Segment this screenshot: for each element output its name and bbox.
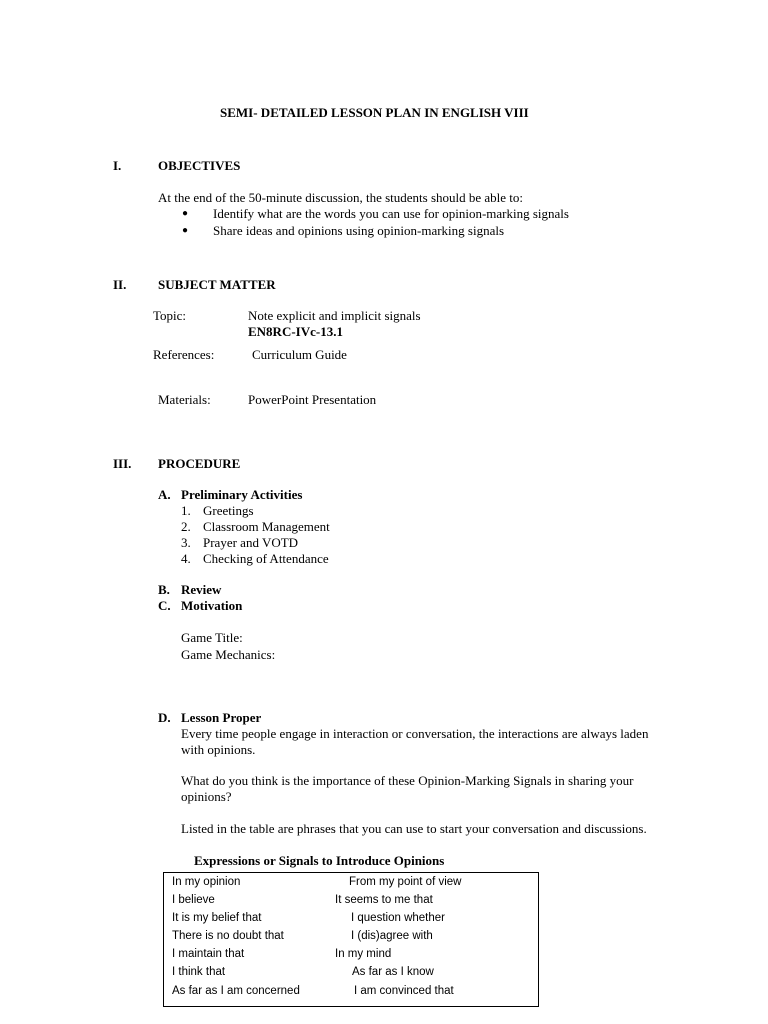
section-b-letter: B. xyxy=(158,582,170,597)
topic-value: Note explicit and implicit signals xyxy=(248,308,421,323)
table-cell: As far as I am concerned xyxy=(172,985,300,997)
table-cell: I maintain that xyxy=(172,948,245,960)
list-item: Classroom Management xyxy=(203,519,330,534)
section-b-title: Review xyxy=(181,582,222,597)
table-cell: In my opinion xyxy=(172,876,241,888)
materials-value: PowerPoint Presentation xyxy=(248,392,377,407)
table-cell: From my point of view xyxy=(349,876,462,888)
topic-label: Topic: xyxy=(153,308,187,323)
bullet-icon: ● xyxy=(182,225,189,236)
references-label: References: xyxy=(153,347,215,362)
procedure-heading: PROCEDURE xyxy=(158,456,241,471)
materials-label: Materials: xyxy=(158,392,211,407)
paragraph-line: What do you think is the importance of these Opinion-Marking Signals in sharing your xyxy=(181,773,634,788)
list-item-number: 2. xyxy=(181,519,191,534)
table-cell: I am convinced that xyxy=(354,985,454,997)
table-caption: Expressions or Signals to Introduce Opinions xyxy=(194,853,445,868)
section-a-title: Preliminary Activities xyxy=(181,487,303,502)
section-c-title: Motivation xyxy=(181,598,243,613)
objectives-heading: OBJECTIVES xyxy=(158,158,241,173)
list-item: Checking of Attendance xyxy=(203,551,329,566)
list-item-number: 1. xyxy=(181,503,191,518)
table-cell: It seems to me that xyxy=(335,894,433,906)
section-d-letter: D. xyxy=(158,710,171,725)
table-cell: I believe xyxy=(172,894,215,906)
objective-item: Identify what are the words you can use for opinion-marking signals xyxy=(213,206,569,221)
list-item: Prayer and VOTD xyxy=(203,535,299,550)
list-item: Greetings xyxy=(203,503,254,518)
list-item-number: 4. xyxy=(181,551,191,566)
table-cell: It is my belief that xyxy=(172,912,262,924)
table-cell: In my mind xyxy=(335,948,392,960)
objectives-numeral: I. xyxy=(113,158,122,173)
section-c-letter: C. xyxy=(158,598,171,613)
paragraph-line: with opinions. xyxy=(181,742,256,757)
bullet-icon: ● xyxy=(182,208,189,219)
paragraph-line: Listed in the table are phrases that you can use to start your conversation and discussions. xyxy=(181,821,647,836)
section-d-title: Lesson Proper xyxy=(181,710,262,725)
procedure-numeral: III. xyxy=(113,456,132,471)
objectives-intro: At the end of the 50-minute discussion, the students should be able to: xyxy=(158,190,524,205)
subject-matter-heading: SUBJECT MATTER xyxy=(158,277,276,292)
paragraph-line: Every time people engage in interaction or conversation, the interactions are always laden xyxy=(181,726,649,741)
list-item-number: 3. xyxy=(181,535,191,550)
page-title: SEMI- DETAILED LESSON PLAN IN ENGLISH VIII xyxy=(220,105,529,120)
game-mechanics-label: Game Mechanics: xyxy=(181,647,276,662)
game-title-label: Game Title: xyxy=(181,630,243,645)
objective-item: Share ideas and opinions using opinion-marking signals xyxy=(213,223,505,238)
table-cell: I question whether xyxy=(351,912,445,924)
paragraph-line: opinions? xyxy=(181,789,232,804)
table-cell: There is no doubt that xyxy=(172,930,284,942)
references-value: Curriculum Guide xyxy=(252,347,347,362)
table-cell: I think that xyxy=(172,966,226,978)
expressions-table xyxy=(163,872,539,1007)
competency-code: EN8RC-IVc-13.1 xyxy=(248,324,343,339)
table-cell: I (dis)agree with xyxy=(351,930,433,942)
table-cell: As far as I know xyxy=(352,966,434,978)
subject-matter-numeral: II. xyxy=(113,277,127,292)
section-a-letter: A. xyxy=(158,487,171,502)
